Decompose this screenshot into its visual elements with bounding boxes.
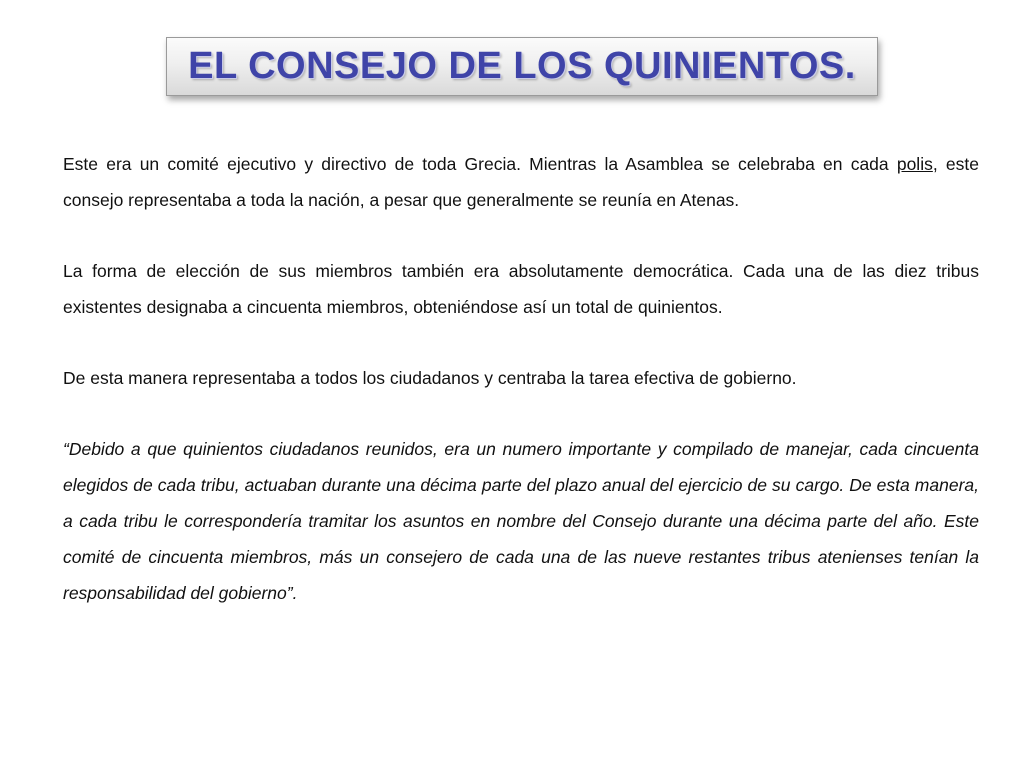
slide-body	[63, 146, 979, 646]
title-box	[166, 37, 878, 96]
paragraph-2: La forma de elección de sus miembros también era absolutamente democrática. Cada una de las diez tribus existentes designaba a cincuenta miembros, obteniéndose así un total de quinientos.	[63, 261, 979, 317]
slide-title: EL CONSEJO DE LOS QUINIENTOS.	[188, 45, 856, 87]
quote-paragraph: “Debido a que quinientos ciudadanos reunidos, era un numero importante y compilado de manejar, cada cincuenta elegidos de cada tribu, actuaban durante una décima parte del plazo anual del ejercicio de su cargo. De esta manera, a cada tribu le correspondería tramitar los asuntos en nombre del Consejo durante una décima parte del año. Este comité de cincuenta miembros, más un consejero de cada una de las nueve restantes tribus atenienses tenían la responsabilidad del gobierno”.	[63, 439, 979, 603]
paragraph-1-after: , este consejo representaba a toda la nación, a pesar que generalmente se reunía en Atenas.	[63, 154, 979, 210]
polis-link[interactable]: polis	[896, 154, 933, 174]
paragraph-1	[63, 146, 979, 218]
paragraph-1-before: Este era un comité ejecutivo y directivo de toda Grecia. Mientras la Asamblea se celebraba en cada	[63, 154, 897, 174]
paragraph-3: De esta manera representaba a todos los ciudadanos y centraba la tarea efectiva de gobierno.	[63, 368, 797, 388]
